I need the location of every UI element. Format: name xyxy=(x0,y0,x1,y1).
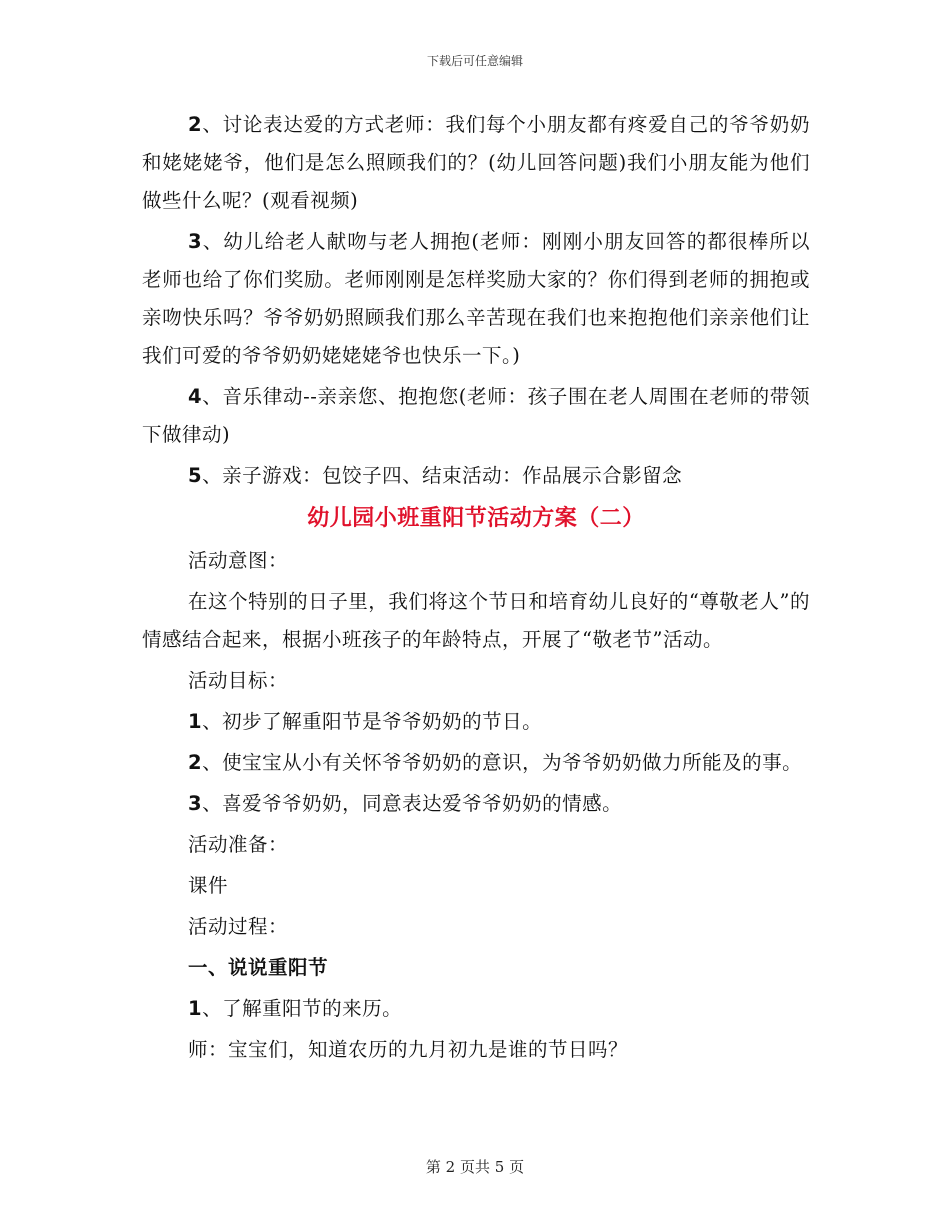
process-label: 活动过程： xyxy=(188,915,289,938)
goal-item: 3、喜爱爷爷奶奶，同意表达爱爷爷奶奶的情感。 xyxy=(188,792,623,815)
document-body xyxy=(142,106,810,1072)
intent-label: 活动意图： xyxy=(188,549,289,572)
prep-label: 活动准备： xyxy=(188,833,289,856)
paragraph: 5、亲子游戏：包饺子四、结束活动：作品展示合影留念 xyxy=(188,464,683,487)
intent-text: 在这个特别的日子里，我们将这个节日和培育幼儿良好的“尊敬老人”的情感结合起来，根据小班孩子的年龄特点，开展了“敬老节”活动。 xyxy=(142,590,810,651)
paragraph: 4、音乐律动--亲亲您、抱抱您(老师：孩子围在老人周围在老师的带领下做律动) xyxy=(142,385,810,446)
goal-item: 1、初步了解重阳节是爷爷奶奶的节日。 xyxy=(188,710,543,733)
subheading: 一、说说重阳节 xyxy=(188,956,329,979)
paragraph: 3、幼儿给老人献吻与老人拥抱(老师：刚刚小朋友回答的都很棒所以老师也给了你们奖励。老师刚刚是怎样奖励大家的？你们得到老师的拥抱或亲吻快乐吗？爷爷奶奶照顾我们那么辛苦现在我们也来抱抱他们亲亲他们让我们可爱的爷爷奶奶姥姥姥爷也快乐一下。) xyxy=(142,230,810,367)
teacher-line: 师：宝宝们，知道农历的九月初九是谁的节日吗？ xyxy=(188,1038,629,1061)
step-item: 1、了解重阳节的来历。 xyxy=(188,997,403,1020)
prep-text: 课件 xyxy=(188,874,229,897)
paragraph: 2、讨论表达爱的方式老师：我们每个小朋友都有疼爱自己的爷爷奶奶和姥姥姥爷，他们是怎么照顾我们的？(幼儿回答问题)我们小朋友能为他们做些什么呢？(观看视频) xyxy=(142,113,810,212)
goal-label: 活动目标： xyxy=(188,669,289,692)
goal-item: 2、使宝宝从小有关怀爷爷奶奶的意识，为爷爷奶奶做力所能及的事。 xyxy=(188,751,803,774)
section-title: 幼儿园小班重阳节活动方案（二） xyxy=(307,505,645,531)
page-header: 下载后可任意编辑 xyxy=(426,54,523,68)
page-footer: 第 2 页共 5 页 xyxy=(425,1158,525,1176)
